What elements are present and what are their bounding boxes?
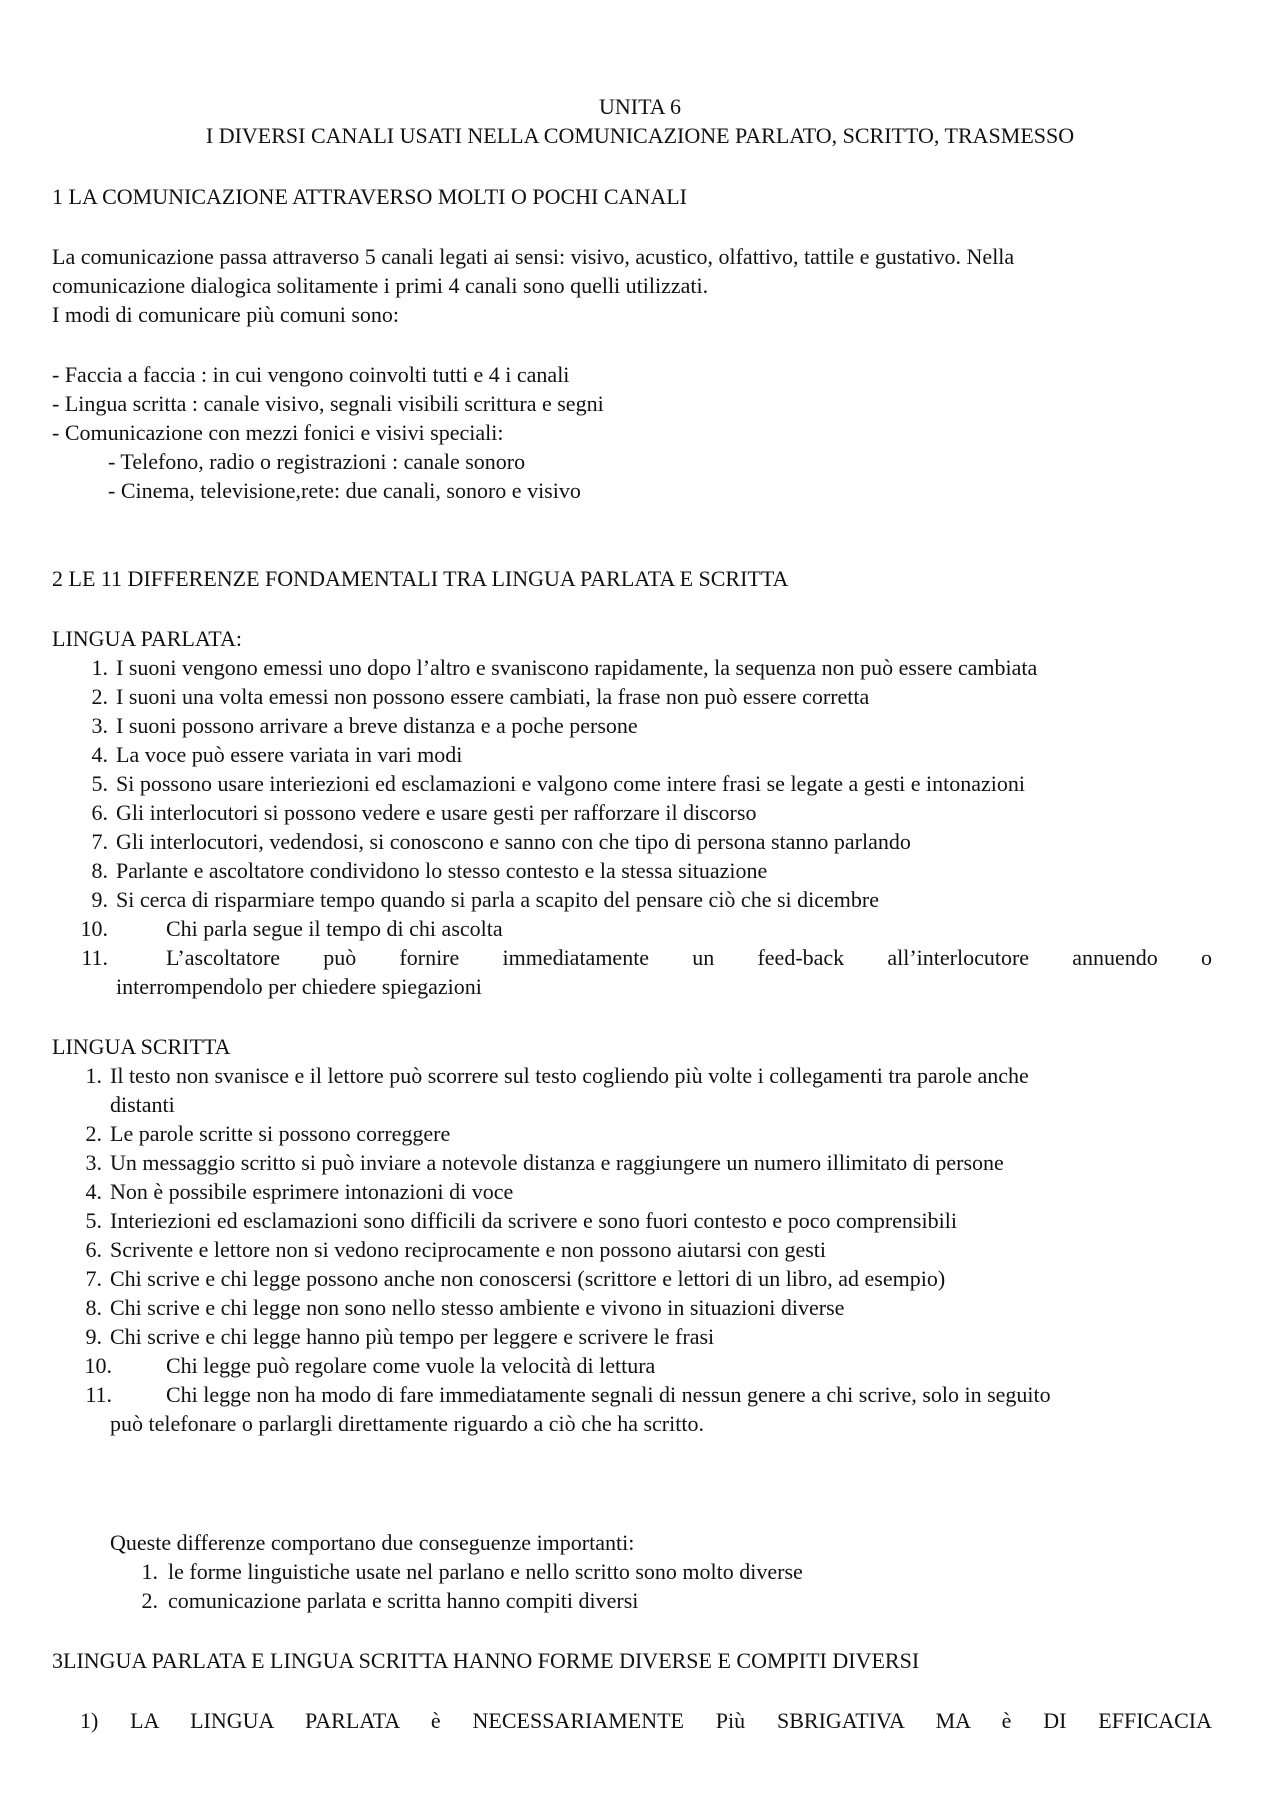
list-item: le forme linguistiche usate nel parlano e nello scritto sono molto diverse [168, 1559, 803, 1584]
section-3-heading: 3LINGUA PARLATA E LINGUA SCRITTA HANNO FORME DIVERSE E COMPITI DIVERSI [52, 1648, 920, 1673]
list-item: Si possono usare interiezioni ed esclamazioni e valgono come intere frasi se legate a gesti e intonazioni [116, 771, 1026, 796]
list-item: Gli interlocutori, vedendosi, si conoscono e sanno con che tipo di persona stanno parlando [116, 829, 911, 854]
list-number: 7. [91, 829, 108, 854]
list-number: 1. [85, 1063, 102, 1088]
list-item-continuation: può telefonare o parlargli direttamente riguardo a ciò che ha scritto. [110, 1411, 704, 1436]
paragraph-line: Queste differenze comportano due conseguenze importanti: [110, 1530, 635, 1555]
list-number: 3. [91, 713, 108, 738]
list-number: 8. [85, 1295, 102, 1320]
list-item: - Comunicazione con mezzi fonici e visivi speciali: [52, 420, 504, 445]
list-number: 1. [141, 1559, 158, 1584]
list-number: 9. [91, 887, 108, 912]
list-item: - Faccia a faccia : in cui vengono coinvolti tutti e 4 i canali [52, 362, 570, 387]
list-item: Scrivente e lettore non si vedono reciprocamente e non possono aiutarsi con gesti [110, 1237, 827, 1262]
list-item: Parlante e ascoltatore condividono lo stesso contesto e la stessa situazione [116, 858, 768, 883]
list-item: Le parole scritte si possono correggere [110, 1121, 451, 1146]
list-item: 1) LA LINGUA PARLATA è NECESSARIAMENTE Più SBRIGATIVA MA è DI EFFICACIA [80, 1708, 1212, 1733]
list-item: Il testo non svanisce e il lettore può scorrere sul testo cogliendo più volte i collegamenti tra parole anche [110, 1063, 1029, 1088]
list-item: Si cerca di risparmiare tempo quando si parla a scapito del pensare ciò che si dicembre [116, 887, 879, 912]
paragraph-line: I modi di comunicare più comuni sono: [52, 302, 400, 327]
list-item: Chi parla segue il tempo di chi ascolta [166, 916, 503, 941]
list-number: 10. [84, 1353, 112, 1378]
section-1-heading: 1 LA COMUNICAZIONE ATTRAVERSO MOLTI O POCHI CANALI [52, 184, 687, 209]
list-item: Chi scrive e chi legge possono anche non conoscersi (scrittore e lettori di un libro, ad esempio) [110, 1266, 946, 1291]
list-item: I suoni possono arrivare a breve distanza e a poche persone [116, 713, 638, 738]
list-item: I suoni una volta emessi non possono essere cambiati, la frase non può essere corretta [116, 684, 870, 709]
page-title: I DIVERSI CANALI USATI NELLA COMUNICAZIONE PARLATO, SCRITTO, TRASMESSO [205, 123, 1075, 148]
list-number: 2. [141, 1588, 158, 1613]
list-item: Chi legge non ha modo di fare immediatamente segnali di nessun genere a chi scrive, solo in seguito [166, 1382, 1051, 1407]
subsection-heading-parlata: LINGUA PARLATA: [52, 626, 242, 651]
list-number: 7. [85, 1266, 102, 1291]
list-item: I suoni vengono emessi uno dopo l’altro e svaniscono rapidamente, la sequenza non può essere cambiata [116, 655, 1038, 680]
list-item: Non è possibile esprimere intonazioni di voce [110, 1179, 514, 1204]
list-number: 2. [85, 1121, 102, 1146]
list-item: comunicazione parlata e scritta hanno compiti diversi [168, 1588, 639, 1613]
list-number: 10. [80, 916, 108, 941]
list-item: L’ascoltatore può fornire immediatamente un feed-back all’interlocutore annuendo o [166, 945, 1212, 970]
list-number: 3. [85, 1150, 102, 1175]
list-item: - Telefono, radio o registrazioni : canale sonoro [108, 449, 526, 474]
list-item: Gli interlocutori si possono vedere e usare gesti per rafforzare il discorso [116, 800, 757, 825]
list-number: 5. [85, 1208, 102, 1233]
list-number: 11. [85, 1382, 112, 1407]
list-number: 4. [91, 742, 108, 767]
list-number: 6. [91, 800, 108, 825]
list-item: Chi scrive e chi legge hanno più tempo per leggere e scrivere le frasi [110, 1324, 715, 1349]
list-number: 9. [85, 1324, 102, 1349]
list-item: Un messaggio scritto si può inviare a notevole distanza e raggiungere un numero illimitato di persone [110, 1150, 1004, 1175]
list-number: 4. [85, 1179, 102, 1204]
list-item: - Lingua scritta : canale visivo, segnali visibili scrittura e segni [52, 391, 604, 416]
section-2-heading: 2 LE 11 DIFFERENZE FONDAMENTALI TRA LINGUA PARLATA E SCRITTA [52, 566, 789, 591]
list-item: La voce può essere variata in vari modi [116, 742, 463, 767]
list-number: 5. [91, 771, 108, 796]
list-number: 1. [91, 655, 108, 680]
subsection-heading-scritta: LINGUA SCRITTA [52, 1034, 231, 1059]
list-item: - Cinema, televisione,rete: due canali, sonoro e visivo [108, 478, 581, 503]
list-item-continuation: interrompendolo per chiedere spiegazioni [116, 974, 482, 999]
list-item: Chi scrive e chi legge non sono nello stesso ambiente e vivono in situazioni diverse [110, 1295, 845, 1320]
paragraph-line: La comunicazione passa attraverso 5 canali legati ai sensi: visivo, acustico, olfattivo, tattile e gustativo. Nella [52, 244, 1015, 269]
list-number: 11. [81, 945, 108, 970]
list-item: Chi legge può regolare come vuole la velocità di lettura [166, 1353, 656, 1378]
unit-title: UNITA 6 [599, 94, 681, 119]
list-number: 8. [91, 858, 108, 883]
list-item-continuation: distanti [110, 1092, 175, 1117]
list-item: Interiezioni ed esclamazioni sono difficili da scrivere e sono fuori contesto e poco comprensibili [110, 1208, 957, 1233]
paragraph-line: comunicazione dialogica solitamente i primi 4 canali sono quelli utilizzati. [52, 273, 709, 298]
list-number: 6. [85, 1237, 102, 1262]
list-number: 2. [91, 684, 108, 709]
